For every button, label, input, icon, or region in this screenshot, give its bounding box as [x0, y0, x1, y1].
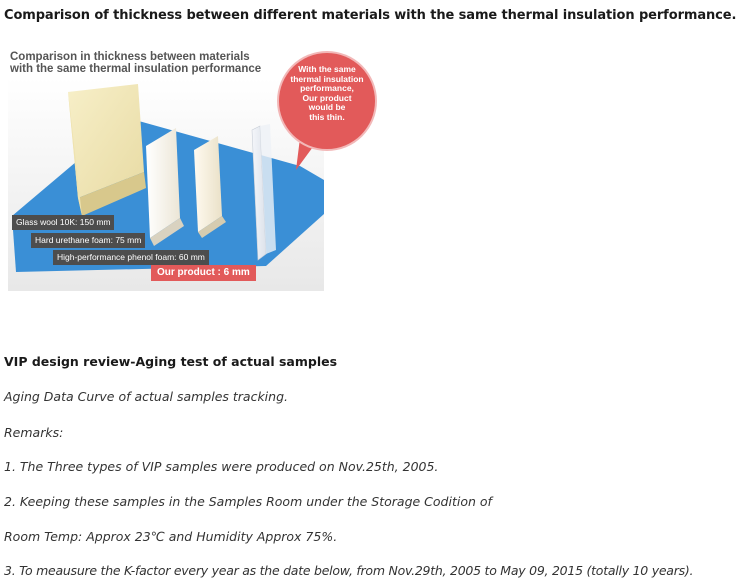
figure-title-line-1: Comparison in thickness between materials [10, 51, 250, 63]
paragraph-aging-curve: Aging Data Curve of actual samples tracking. [4, 389, 288, 404]
label-urethane: Hard urethane foam: 75 mm [31, 233, 145, 248]
label-phenol: High-performance phenol foam: 60 mm [53, 250, 209, 265]
phenol-board [194, 136, 222, 232]
paragraph-remark-1: 1. The Three types of VIP samples were produced on Nov.25th, 2005. [4, 459, 439, 474]
label-our-product: Our product : 6 mm [151, 265, 256, 281]
callout-line-5: would be [308, 102, 346, 113]
paragraph-remark-2: 2. Keeping these samples in the Samples Room under the Storage Codition of [4, 494, 492, 509]
label-glass-wool: Glass wool 10K: 150 mm [12, 215, 114, 230]
callout-line-2: thermal insulation [290, 73, 364, 84]
callout-line-4: Our product [302, 92, 352, 103]
page-heading: Comparison of thickness between different materials with the same thermal insulation performance. [4, 8, 736, 23]
paragraph-remark-2-conditions: Room Temp: Approx 23℃ and Humidity Approx 75%. [4, 529, 338, 544]
figure-title-line-2: with the same thermal insulation performance [10, 63, 262, 75]
callout-line-3: performance, [300, 83, 354, 94]
section-title: VIP design review-Aging test of actual samples [4, 354, 338, 369]
figure-title [10, 51, 261, 75]
callout-line-1: With the same [298, 64, 356, 74]
callout-bubble [279, 53, 375, 149]
callout-line-6: this thin. [309, 111, 345, 122]
paragraph-remark-3: 3. To meausure the K-factor every year as the date below, from Nov.29th, 2005 to May 09, 2015 (totally 10 years). [4, 563, 694, 578]
thickness-comparison-figure [8, 48, 324, 291]
paragraph-remarks: Remarks: [4, 425, 64, 440]
